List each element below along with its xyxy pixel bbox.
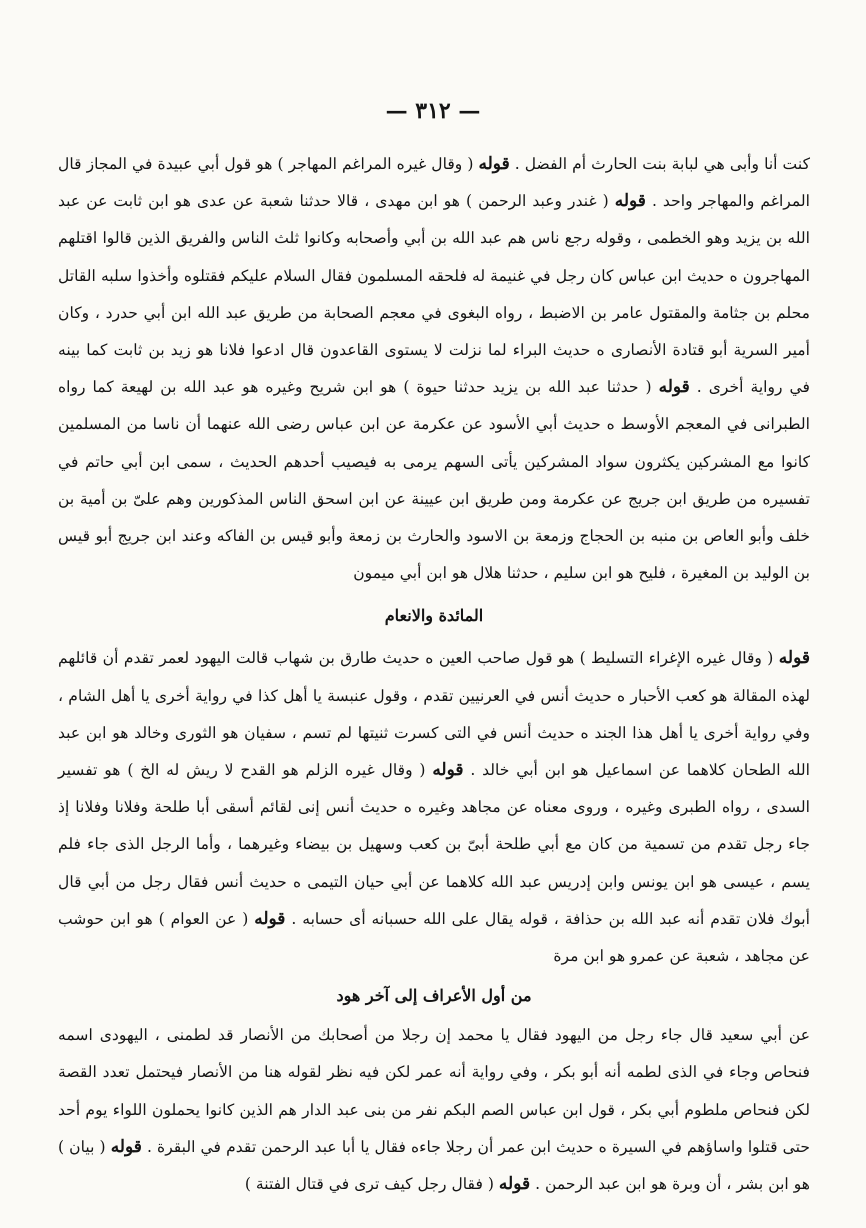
text-run: ( عن العوام ) هو ابن حوشب عن مجاهد ، شعبة عن عمرو هو ابن مرة bbox=[58, 909, 810, 966]
keyword-marker: قوله bbox=[778, 648, 810, 669]
page-number: — ٣١٢ — bbox=[385, 98, 481, 124]
keyword-marker: قوله bbox=[432, 760, 464, 781]
paragraph bbox=[58, 1017, 810, 1203]
text-run: كنت أنا وأبى هي لبابة بنت الحارث أم الفضل . bbox=[514, 155, 810, 173]
text-run: عن أبي سعيد قال جاء رجل من اليهود فقال يا محمد إن رجلا من أصحابك من الأنصار قد لطمنى ، اليهودى اسمه فنحاص وجاء في الذى لطمه أنه أبو بكر ، وفي رواية أنه عمر لكن فيه نظر لقوله هنا من الأنصار فيحتمل تعدد القصة لكن فنحاص ملطوم أبي بكر ، قول ابن عباس الصم البكم نفر من بنى عبد الدار هم الذين كانوا يحملون اللواء يوم أحد حتى قتلوا واساؤهم في السيرة ه حديث ابن عمر أن رجلا جاءه فقال يا أبا عبد الرحمن تقدم في البقرة . bbox=[58, 1026, 810, 1156]
text-run: ( حدثنا عبد الله بن يزيد حدثنا حيوة ) هو ابن شريح وغيره هو عبد الله بن لهيعة كما رواه الطبرانى في المعجم الأوسط ه حديث أبي الأسود عن عكرمة عن ابن عباس رضى الله عنهما أن ناسا من المسلمين كانوا مع المشركين يكثرون سواد المشركين يأتى السهم يرمى به فيصيب أحدهم الحديث ، سمى ابن أبي حاتم في تفسيره من طريق ابن جريج عن عكرمة ومن طريق ابن عيينة عن ابن اسحق الناس المذكورين وهم علىّ بن أمية بن خلف وأبو العاص بن منبه بن الحجاج وزمعة بن الاسود والحارث بن زمعة وأبو قيس بن الفاكه وعند ابن جريج أبو قيس بن الوليد بن المغيرة ، فليح هو ابن سليم ، حدثنا هلال هو ابن أبي ميمون bbox=[58, 378, 810, 583]
paragraph bbox=[58, 146, 810, 592]
text-run: ( وقال غيره الزلم هو القدح لا ريش له الخ ) هو تفسير السدى ، رواه الطبرى وغيره ، وروى معناه عن مجاهد وغيره ه حديث أنس إنى لقائم أسقى أبا طلحة وفلانا وفلانا إذ جاء رجل تقدم من تسمية من كان مع أبي طلحة أبىّ بن كعب وسهيل بن بيضاء وغيرهما ، وأما الرجل الذى جاء فلم يسم ، عيسى هو ابن يونس وابن إدريس عبد الله كلاهما عن أبي حيان التيمى ه حديث أنس فقال رجل من أبي قال أبوك فلان تقدم أنه عبد الله بن حذافة ، قوله يقال على الله حسبانه أى حسابه . bbox=[58, 761, 810, 928]
keyword-marker: قوله bbox=[614, 191, 646, 212]
text-run: ( فقال رجل كيف ترى في قتال الفتنة ) bbox=[244, 1175, 494, 1194]
section-heading: من أول الأعراف إلى آخر هود bbox=[336, 986, 532, 1006]
keyword-marker: قوله bbox=[254, 908, 286, 929]
text-run: ( غندر وعبد الرحمن ) هو ابن مهدى ، قالا حدثنا شعبة عن عدى هو ابن ثابت عن عبد الله بن يزيد وهو الخطمى ، وقوله رجع ناس هم عبد الله بن أبي وأصحابه وكانوا ثلث الناس والفريق الذين قالوا اقتلهم المهاجرون ه حديث ابن عباس كان رجل في غنيمة له فلحقه المسلمون فقال السلام عليكم فقتلوه وأخذوا سلبه القاتل محلم بن جثامة والمقتول عامر بن الاضبط ، رواه البغوى في معجم الصحابة من طريق عبد الله ابن أبي حدرد ، وكان أمير السرية أبو قتادة الأنصارى ه حديث البراء لما نزلت لا يستوى القاعدون قال ادعوا فلانا هو زيد بن ثابت كما بينه في رواية أخرى . bbox=[58, 192, 811, 397]
keyword-marker: قوله bbox=[110, 1136, 142, 1157]
keyword-marker: قوله bbox=[658, 377, 690, 398]
keyword-marker: قوله bbox=[478, 154, 510, 174]
text-run: ( بيان ) هو ابن بشر ، أن وبرة هو ابن عبد الرحمن . bbox=[58, 1137, 810, 1194]
keyword-marker: قوله bbox=[498, 1174, 531, 1195]
text-run: ( وقال غيره المراغم المهاجر ) هو قول أبي عبيدة في المجاز قال المراغم والمهاجر واحد . bbox=[58, 155, 810, 211]
paragraph bbox=[58, 640, 810, 975]
section-heading: المائدة والانعام bbox=[384, 606, 484, 626]
body-text bbox=[58, 146, 810, 1203]
text-run: ( وقال غيره الإغراء التسليط ) هو قول صاحب العين ه حديث طارق بن شهاب قالت اليهود لعمر تقدم أن قائلهم لهذه المقالة هو كعب الأحبار ه حديث أنس في العرنيين تقدم ، وقول عنبسة يا أهل كذا في رواية أخرى يا أهل الشام ، وفي رواية أخرى يا أهل هذا الجند ه حديث أنس في التى كسرت ثنيتها لم تسم ، سفيان هو الثورى وخالد هو ابن عبد الله الطحان كلاهما عن اسماعيل هو ابن أبي خالد . bbox=[58, 649, 810, 780]
